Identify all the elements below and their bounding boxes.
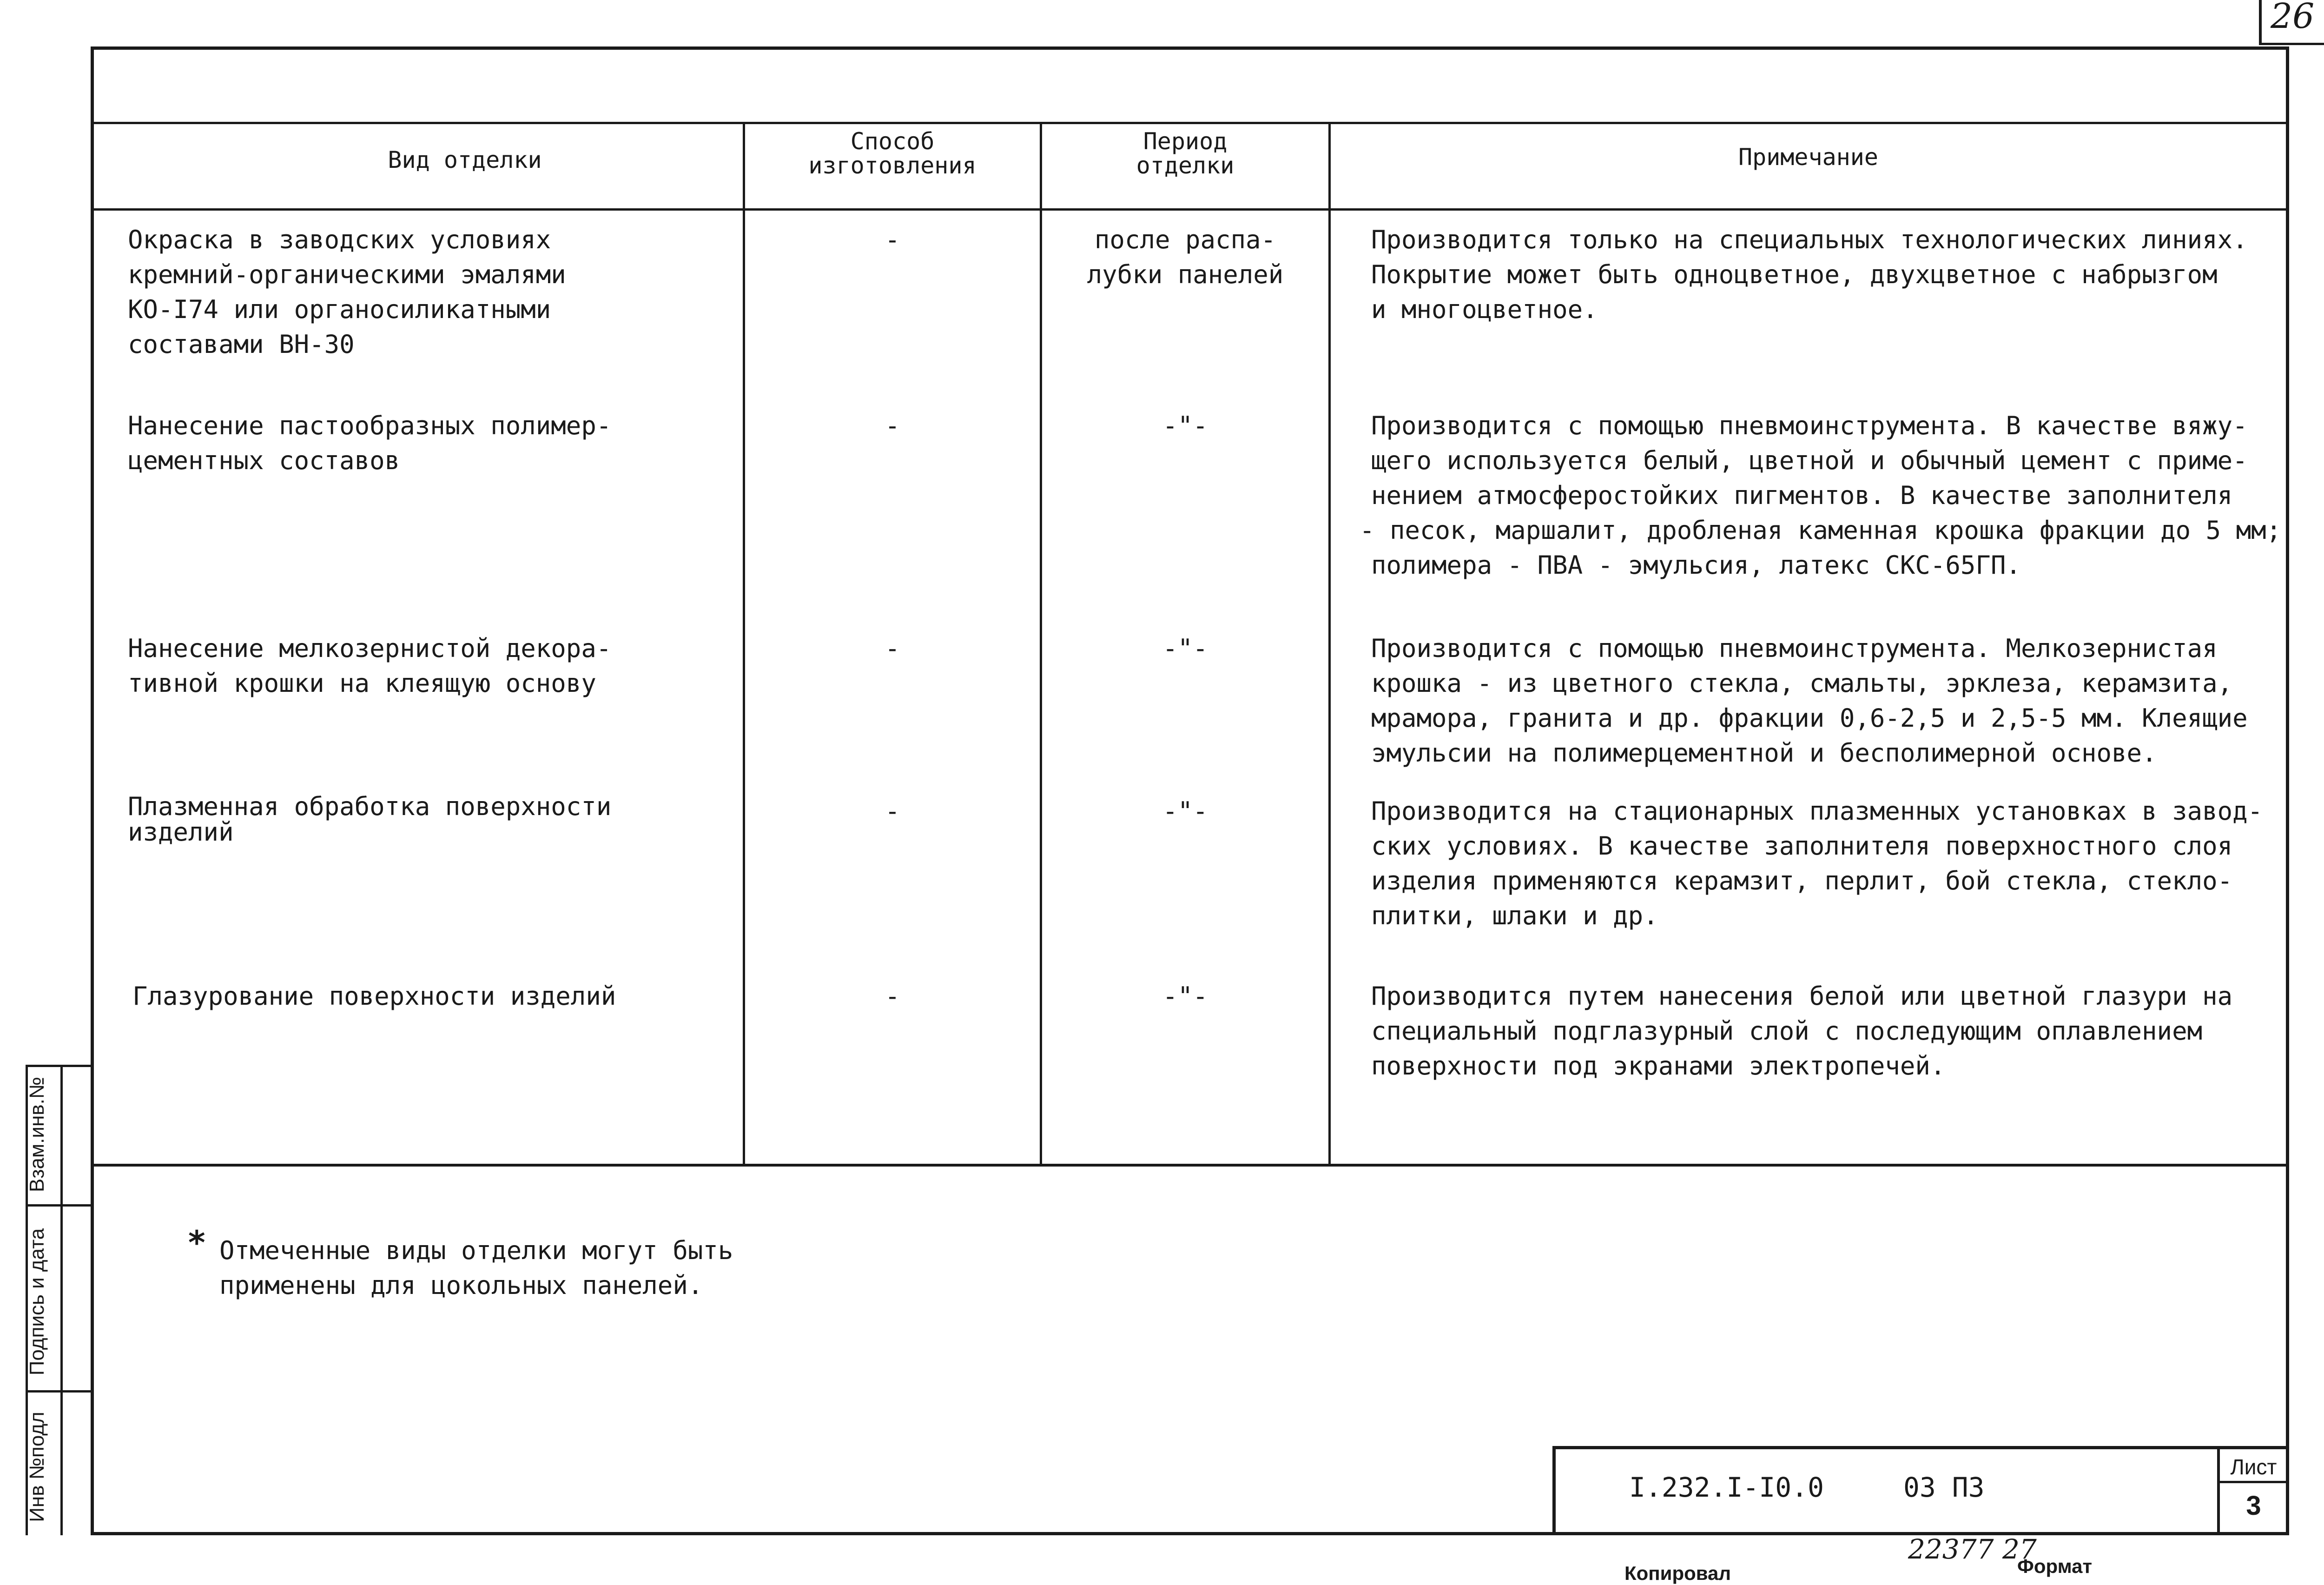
row4-note (1371, 794, 2263, 933)
header-note: Примечание (1738, 144, 1879, 171)
copied-label: Копировал (1624, 1562, 1731, 1584)
row4-note-line: ских условиях. В качестве заполнителя поверхностного слоя (1371, 831, 2233, 861)
footnote (219, 1233, 733, 1303)
footnote-mark: * (188, 1224, 205, 1262)
row2-note-line: щего используется белый, цветной и обычный цемент с приме- (1371, 446, 2248, 475)
stamp-replace-label: Взам.инв.№ (26, 1076, 48, 1193)
row5-type-line: Глазурование поверхности изделий (132, 982, 616, 1011)
row2-period: -"- (1162, 411, 1208, 440)
sheet-label: Лист (2230, 1455, 2277, 1479)
order-number: 22377 27 (1908, 1533, 2037, 1565)
row3-period: -"- (1162, 634, 1208, 663)
frame-left (91, 46, 94, 1534)
table-row (132, 979, 616, 1014)
row1-note-line: Покрытие может быть одноцветное, двухцветное с набрызгом (1371, 260, 2218, 289)
page-number: 26 (2271, 0, 2315, 36)
row2-note-line: нением атмосферостойких пигментов. В качестве заполнителя (1371, 481, 2233, 510)
frame-right (2286, 46, 2289, 1534)
row3-note (1371, 631, 2248, 770)
row1-note-line: и многоцветное. (1371, 295, 1598, 324)
row1-period-line: после распа- (1094, 225, 1276, 254)
row3-note-line: мрамора, гранита и др. фракции 0,6-2,5 и 2,5-5 мм. Клеящие (1371, 703, 2248, 733)
header-period-line2: отделки (1136, 152, 1235, 179)
row5-note (1371, 979, 2232, 1083)
header-period (1042, 129, 1328, 178)
page-number-divider (2259, 0, 2262, 44)
row5-note-line: поверхности под экранами электропечей. (1371, 1051, 1946, 1081)
row4-period: -"- (1162, 796, 1208, 826)
stamp-strip-div-1 (26, 1204, 93, 1207)
row4-note-line: плитки, шлаки и др. (1371, 901, 1658, 930)
title-block-sheet-divider (2217, 1481, 2289, 1483)
footnote-line: Отмеченные виды отделки могут быть (219, 1236, 733, 1265)
row3-type-line: тивной крошки на клеящую основу (128, 669, 596, 698)
frame-top (91, 46, 2289, 50)
document-type: 03 ПЗ (1903, 1472, 1985, 1503)
header-method-line1: Способ (850, 128, 935, 155)
column-separator-3 (1328, 122, 1331, 1166)
row1-period-line: лубки панелей (1087, 260, 1284, 289)
row3-type-line: Нанесение мелкозернистой декора- (128, 634, 612, 663)
row5-note-line: специальный подглазурный слой с последующим оплавлением (1371, 1016, 2203, 1046)
row1-type-line: составами ВН-30 (128, 330, 355, 359)
row4-note-line: изделия применяются керамзит, перлит, бой стекла, стекло- (1371, 866, 2233, 895)
row2-note-line: полимера - ПВА - эмульсия, латекс СКС-65ГП. (1371, 550, 2021, 580)
table-row (128, 794, 611, 845)
row1-note-line: Производится только на специальных технологических линиях. (1371, 225, 2248, 254)
document-code: I.232.I-I0.0 (1629, 1472, 1824, 1503)
title-block-left (1552, 1446, 1556, 1534)
row5-method: - (885, 982, 900, 1011)
row1-type-line: Окраска в заводских условиях (128, 225, 551, 254)
stamp-inv-label: Инв №подл (26, 1412, 48, 1522)
row2-note (1360, 408, 2281, 583)
row5-period: -"- (1162, 982, 1208, 1011)
row3-note-line: крошка - из цветного стекла, смальты, эрклеза, керамзита, (1371, 669, 2233, 698)
row2-type-line: Нанесение пастообразных полимер- (128, 411, 612, 440)
row2-note-line: - песок, маршалит, дробленая каменная крошка фракции до 5 мм; (1360, 516, 2282, 545)
footnote-line: применены для цокольных панелей. (219, 1271, 703, 1300)
row2-method: - (885, 411, 900, 440)
row4-method: - (885, 796, 900, 826)
sheet-number: 3 (2246, 1491, 2261, 1521)
row1-period (1042, 222, 1328, 292)
table-row (128, 408, 611, 478)
header-method (745, 129, 1040, 178)
stamp-signature-label: Подпись и дата (26, 1228, 48, 1376)
row4-type-line: Плазменная обработка поверхности (128, 792, 612, 821)
row5-note-line: Производится путем нанесения белой или цветной глазури на (1371, 982, 2233, 1011)
table-header-top (91, 122, 2289, 124)
title-block-top (1552, 1446, 2289, 1449)
row1-type-line: КО-I74 или органосиликатными (128, 295, 551, 324)
row1-method: - (885, 225, 900, 254)
row1-type-line: кремний-органическими эмалями (128, 260, 566, 289)
row3-note-line: эмульсии на полимерцементной и бесполимерной основе. (1371, 738, 2157, 768)
page-number-underline (2259, 43, 2324, 45)
table-bottom (91, 1164, 2289, 1167)
format-label: Формат (2017, 1555, 2093, 1577)
row4-note-line: Производится на стационарных плазменных установках в завод- (1371, 796, 2263, 826)
table-header-bottom (91, 208, 2289, 211)
row3-note-line: Производится с помощью пневмоинструмента. Мелкозернистая (1371, 634, 2218, 663)
row2-note-line: Производится с помощью пневмоинструмента. В качестве вяжу- (1371, 411, 2248, 440)
row4-type-line: изделий (128, 817, 234, 847)
header-method-line2: изготовления (808, 152, 977, 179)
table-row (128, 631, 611, 701)
header-type: Вид отделки (388, 146, 542, 173)
row2-type-line: цементных составов (128, 446, 400, 475)
row3-method: - (885, 634, 900, 663)
header-period-line1: Период (1143, 128, 1228, 155)
row1-note (1371, 222, 2248, 327)
stamp-strip-right (60, 1065, 63, 1535)
table-row (128, 222, 566, 362)
